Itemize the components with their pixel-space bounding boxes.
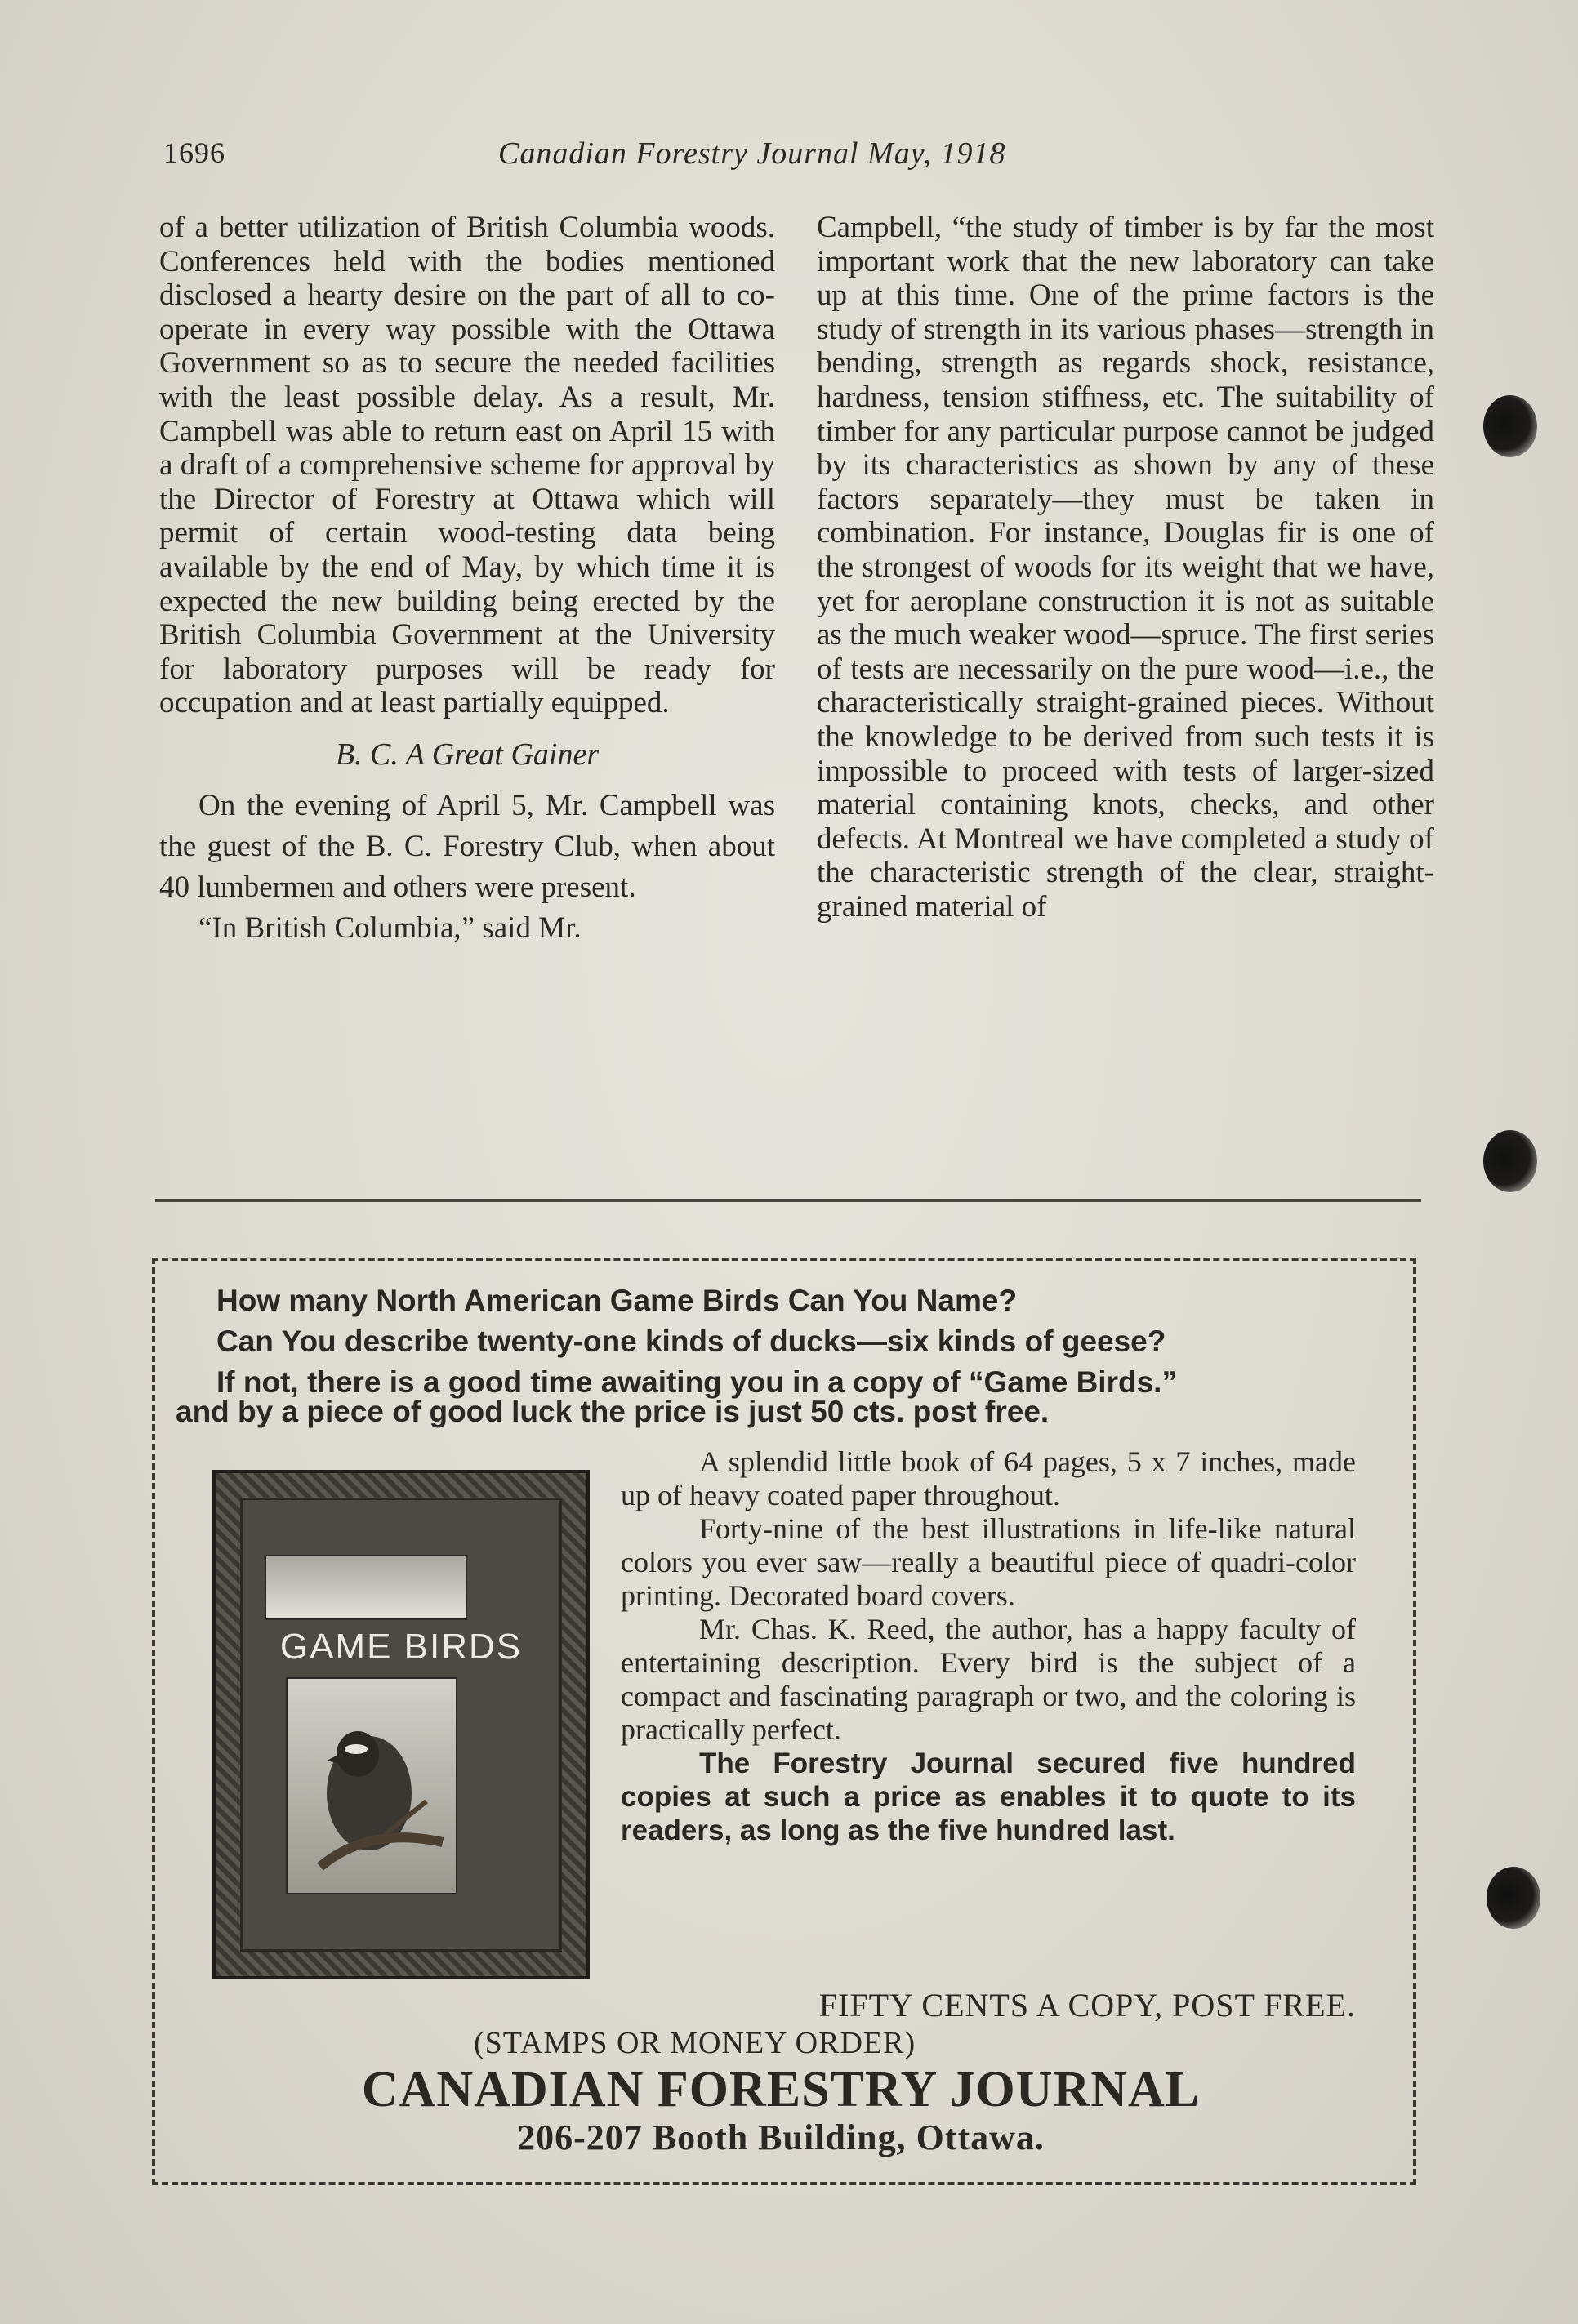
article-paragraph: Campbell, “the study of timber is by far the most important work that the new laboratory can take up at this time. One of the prime factors is the study of strength in its various phases—strength in bending, strength as regards shock, resistance, hardness, tension stiffness, etc. The suitability of timber for any particular purpose cannot be judged by its characteristics as shown by any of these factors separately—they must be taken in combination. For instance, Douglas fir is one of the strongest of woods for its weight that we have, yet for aeroplane construction it is not as suitable as the much weaker wood—spruce. The first series of tests are necessarily on the pure wood—i.e., the characteristically straight-grained pieces. Without the knowledge to be derived from such tests it is impossible to proceed with tests of larger-sized material containing knots, checks, and other defects. At Montreal we have completed a study of the characteristic strength of the clear, straight-grained material of [817,211,1434,924]
article-subheading: B. C. A Great Gainer [335,737,600,772]
ad-publisher-address: 206-207 Booth Building, Ottawa. [517,2117,1045,2157]
article-paragraph: of a better utilization of British Columbia woods. Conferences held with the bodies mentioned disclosed a hearty desire on the part of all to co-operate in every way possible with the Ottawa Government so as to secure the needed facilities with the least possible delay. As a result, Mr. Campbell was able to return east on April 15 with a draft of a comprehensive scheme for approval by the Director of Forestry at Ottawa which will permit of certain wood-testing data being available by the end of May, by which time it is expected the new building being erected by the British Columbia Government at the University for laboratory purposes will be ready for occupation and at least partially equipped. [159,211,775,720]
book-cover-sky-panel [265,1555,467,1620]
punch-hole-icon [1483,1130,1537,1192]
article-right-column [817,211,1434,924]
article-paragraph: On the evening of April 5, Mr. Campbell was the guest of the B. C. Forestry Club, when about 40 lumbermen and others were present. [159,788,775,904]
ad-paragraph: The Forestry Journal secured five hundred copies at such a price as enables it to quote to its readers, as long as the five hundred last. [621,1747,1356,1846]
ad-paragraph: A splendid little book of 64 pages, 5 x 7 inches, made up of heavy coated paper throughout. [621,1445,1356,1511]
book-cover-title: GAME BIRDS [279,1627,523,1667]
ad-price-line: FIFTY CENTS A COPY, POST FREE. [818,1987,1356,2023]
ad-headline-line: How many North American Game Birds Can You Name? [216,1284,1018,1317]
ad-paragraph: Mr. Chas. K. Reed, the author, has a happy faculty of entertaining description. Every bird is the subject of a compact and fascinating paragraph or two, and the coloring is practically perfect. [621,1613,1356,1746]
punch-hole-icon [1483,395,1537,457]
punch-hole-icon [1487,1867,1540,1929]
running-head: Canadian Forestry Journal May, 1918 [498,136,1006,171]
article-left-column [159,211,775,949]
article-paragraph: “In British Columbia,” said Mr. [198,910,582,945]
ad-publisher-name: CANADIAN FORESTRY JOURNAL [361,2062,1201,2117]
ad-headline-line: and by a piece of good luck the price is just 50 cts. post free. [176,1395,1050,1428]
ad-headline-line: Can You describe twenty-one kinds of ducks—six kinds of geese? [216,1325,1166,1358]
ad-payment-line: (STAMPS OR MONEY ORDER) [474,2026,916,2060]
advertisement-body [621,1445,1356,1847]
page-number: 1696 [163,136,225,169]
book-cover-image [212,1470,590,1979]
advertisement-headline [176,1280,1376,1432]
section-divider [155,1199,1421,1202]
page-header [163,136,1438,176]
ad-paragraph: Forty-nine of the best illustrations in life-like natural colors you ever saw—really a beautiful piece of quadri-color printing. Decorated board covers. [621,1512,1356,1612]
quail-illustration-icon [286,1677,457,1894]
ad-headline-line: If not, there is a good time awaiting you in a copy of “Game Birds.” [216,1365,1177,1399]
